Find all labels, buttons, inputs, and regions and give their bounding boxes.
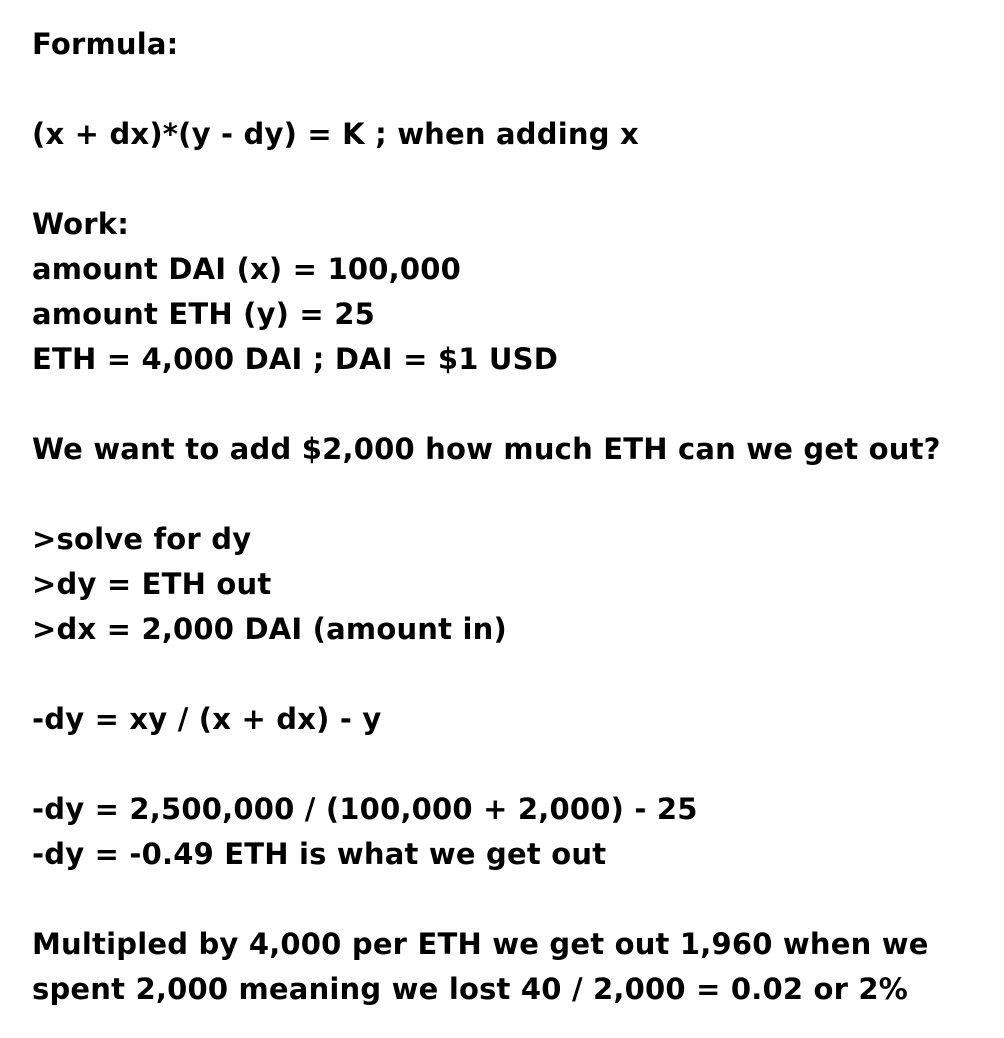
spacer bbox=[32, 742, 982, 787]
spacer bbox=[32, 382, 982, 427]
spacer bbox=[32, 67, 982, 112]
work-line-price: ETH = 4,000 DAI ; DAI = $1 USD bbox=[32, 342, 559, 376]
spacer bbox=[32, 472, 982, 517]
step-line: >dx = 2,000 DAI (amount in) bbox=[32, 612, 507, 646]
formula-line: (x + dx)*(y - dy) = K ; when adding x bbox=[32, 117, 639, 151]
spacer bbox=[32, 652, 982, 697]
spacer bbox=[32, 877, 982, 922]
work-line-eth-amount: amount ETH (y) = 25 bbox=[32, 297, 375, 331]
document-body bbox=[32, 22, 982, 1012]
formula-heading: Formula: bbox=[32, 27, 179, 61]
step-line: >solve for dy bbox=[32, 522, 252, 556]
work-line-dai-amount: amount DAI (x) = 100,000 bbox=[32, 252, 461, 286]
calculation-line: -dy = 2,500,000 / (100,000 + 2,000) - 25 bbox=[32, 792, 698, 826]
spacer bbox=[32, 157, 982, 202]
step-line: >dy = ETH out bbox=[32, 567, 272, 601]
conclusion-line: spent 2,000 meaning we lost 40 / 2,000 = 0.02 or 2% bbox=[32, 972, 909, 1006]
conclusion-line: Multipled by 4,000 per ETH we get out 1,960 when we bbox=[32, 927, 929, 961]
question-line: We want to add $2,000 how much ETH can we get out? bbox=[32, 432, 941, 466]
work-heading: Work: bbox=[32, 207, 130, 241]
calculation-result-line: -dy = -0.49 ETH is what we get out bbox=[32, 837, 607, 871]
equation-line: -dy = xy / (x + dx) - y bbox=[32, 702, 382, 736]
